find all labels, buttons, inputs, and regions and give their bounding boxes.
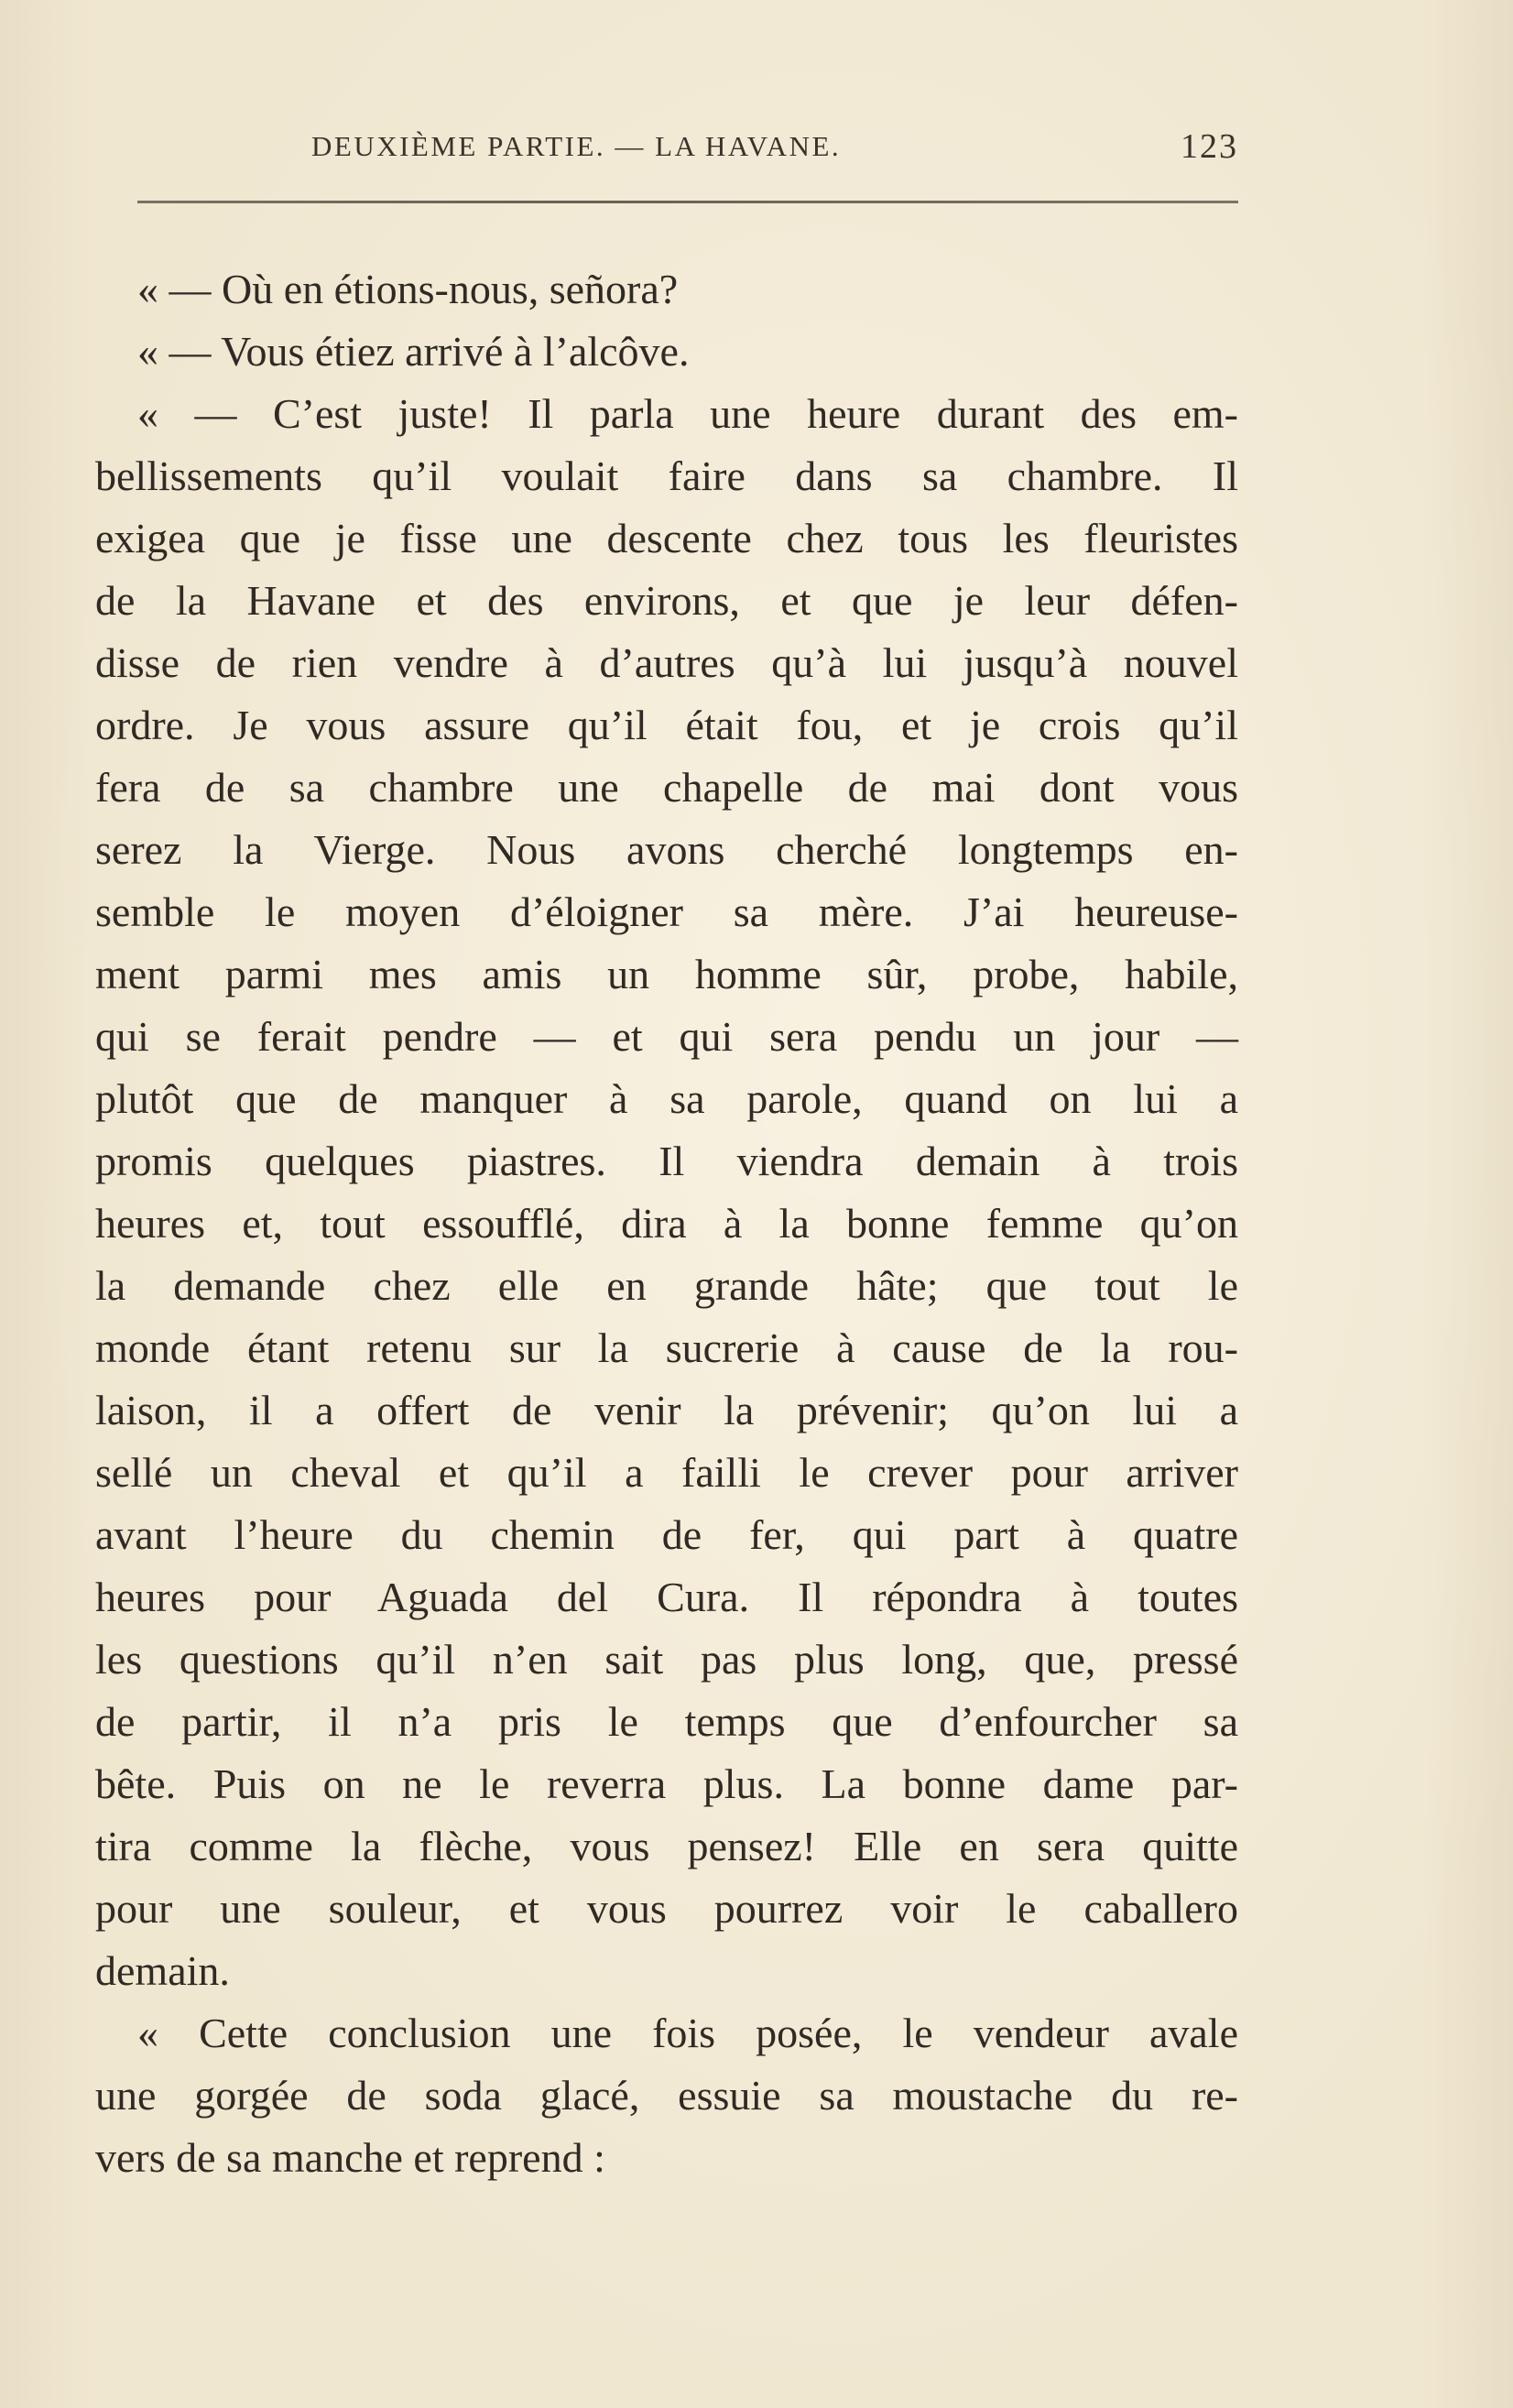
text-line: tira comme la flèche, vous pensez! Elle en sera quitte [95, 1823, 1238, 1869]
text-line: exigea que je fisse une descente chez tous les fleuristes [95, 515, 1238, 561]
header-rule [137, 201, 1238, 203]
text-line: ordre. Je vous assure qu’il était fou, et je crois qu’il [95, 702, 1238, 748]
page-number: 123 [1181, 127, 1238, 166]
text-line: « — Vous étiez arrivé à l’alcôve. [137, 328, 690, 375]
text-line: ment parmi mes amis un homme sûr, probe, habile, [95, 951, 1238, 997]
text-line: « — C’est juste! Il parla une heure durant des em- [137, 390, 1238, 437]
text-line: laison, il a offert de venir la prévenir; qu’on lui a [95, 1387, 1238, 1433]
text-line: avant l’heure du chemin de fer, qui part à quatre [95, 1511, 1238, 1558]
text-line: bellissements qu’il voulait faire dans sa chambre. Il [95, 452, 1238, 499]
page-header [137, 126, 1238, 181]
text-line: demain. [95, 1947, 230, 1994]
text-line: vers de sa manche et reprend : [95, 2134, 605, 2181]
text-line: de partir, il n’a pris le temps que d’enfourcher sa [95, 1698, 1238, 1745]
text-line: de la Havane et des environs, et que je leur défen- [95, 577, 1238, 624]
body-text [95, 258, 1238, 2189]
text-line: les questions qu’il n’en sait pas plus long, que, pressé [95, 1636, 1238, 1683]
text-line: fera de sa chambre une chapelle de mai dont vous [95, 764, 1238, 811]
text-line: plutôt que de manquer à sa parole, quand on lui a [95, 1075, 1238, 1122]
text-line: semble le moyen d’éloigner sa mère. J’ai heureuse- [95, 888, 1238, 935]
text-line: qui se ferait pendre — et qui sera pendu un jour — [95, 1013, 1238, 1060]
text-line: promis quelques piastres. Il viendra demain à trois [95, 1138, 1238, 1184]
text-line: disse de rien vendre à d’autres qu’à lui jusqu’à nouvel [95, 639, 1238, 686]
text-line: heures et, tout essoufflé, dira à la bonne femme qu’on [95, 1200, 1238, 1247]
running-head: DEUXIÈME PARTIE. — LA HAVANE. [311, 130, 842, 162]
text-line: sellé un cheval et qu’il a failli le crever pour arriver [95, 1449, 1238, 1496]
text-line: pour une souleur, et vous pourrez voir le caballero [95, 1885, 1238, 1932]
text-line: une gorgée de soda glacé, essuie sa moustache du re- [95, 2072, 1238, 2119]
text-line: heures pour Aguada del Cura. Il répondra à toutes [95, 1574, 1238, 1620]
text-line: bête. Puis on ne le reverra plus. La bonne dame par- [95, 1760, 1238, 1807]
text-line: monde étant retenu sur la sucrerie à cause de la rou- [95, 1324, 1238, 1371]
text-line: la demande chez elle en grande hâte; que tout le [95, 1262, 1238, 1309]
text-line: « Cette conclusion une fois posée, le vendeur avale [137, 2010, 1238, 2056]
text-line: « — Où en étions-nous, señora? [137, 266, 679, 312]
text-line: serez la Vierge. Nous avons cherché longtemps en- [95, 826, 1238, 873]
